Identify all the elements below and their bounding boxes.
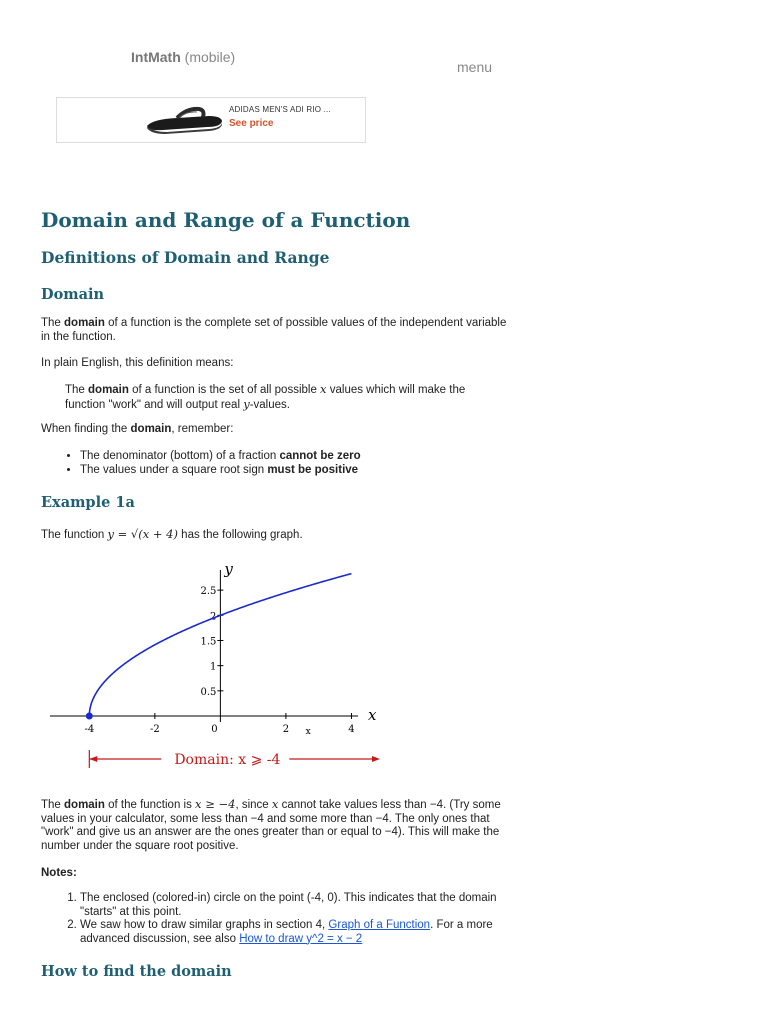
rules-list [64,449,361,477]
y-tick-label: 1.5 [200,636,217,648]
menu-link[interactable]: menu [457,59,493,75]
x-axis-label: x [368,706,377,724]
remember-paragraph [41,423,511,437]
text-run: cannot take values less than −4. (Try some values in your calculator, some less than −4 and some more than −4. The only ones that "work" and give us an answer are the ones greater than or equal to −4). This will make the number under the square root positive. [41,799,501,852]
text-run: We saw how to draw similar graphs in section 4, [80,919,329,931]
text-run: of a function is the complete set of possible values of the independent variable in the function. [41,317,507,343]
bold-term: domain [130,423,172,435]
text-run: of a function is the set of all possible [128,384,321,396]
ad-see-price-link[interactable]: See price [229,118,274,129]
x-tick-label: -2 [149,724,160,735]
text-run: When finding the [41,423,131,435]
bold-term: domain [64,799,105,811]
domain-label: Domain: x ⩾ -4 [174,752,281,768]
plain-english-paragraph: In plain English, this definition means: [41,357,234,369]
text-run: The values under a square root sign [80,464,268,476]
list-item [80,449,361,463]
bold-term: cannot be zero [279,450,361,462]
example-heading: Example 1a [41,494,135,511]
text-run: The function [41,529,108,541]
find-domain-heading: How to find the domain [41,963,232,980]
sandal-image [143,106,225,134]
ad-product-title: ADIDAS MEN'S ADI RIO ... [229,105,331,114]
bold-term: domain [88,384,129,396]
function-graph [40,558,390,778]
section-title: Definitions of Domain and Range [41,248,330,267]
text-run: , since [235,799,272,811]
text-run: The enclosed (colored-in) circle on the point (-4, 0). This indicates that the domain "starts" at this point. [80,892,497,918]
notes-list [62,892,530,946]
math-var-x: x [271,797,279,811]
text-run: -values. [249,398,290,411]
y-tick-label: 2.5 [200,586,217,598]
y-tick-label: 1 [210,661,217,673]
list-item [80,919,530,946]
brand-name: IntMath [131,49,181,65]
text-run: . For a more advanced discussion, see also [80,919,493,945]
start-point-marker [86,713,93,720]
x-tick-label: 2 [282,724,290,735]
brand-suffix: (mobile) [184,49,236,65]
graph-of-function-link[interactable]: Graph of a Function [328,919,431,931]
x-tick-label: -4 [84,724,95,735]
math-var-x: x [320,382,327,396]
notes-label [41,867,511,881]
text-run: values which will make the function "work" and will output real [65,384,466,411]
site-brand[interactable] [131,49,235,65]
text-run: The [41,317,65,329]
bold-term: must be positive [267,464,359,476]
math-var-y: y [243,396,250,411]
list-item [80,463,361,477]
list-item [80,892,530,919]
domain-explanation-paragraph [41,798,511,853]
function-equation: y = √(x + 4) [107,527,178,541]
definition-quote [65,383,505,412]
text-run: The [41,799,65,811]
subsection-domain-heading: Domain [41,286,105,303]
x-axis-extra-label: x [305,727,311,737]
bold-term: domain [64,317,105,329]
x-tick-label: 4 [348,724,355,735]
notes-label-text: Notes: [41,867,77,879]
y-tick-label: 0.5 [200,686,217,698]
y-tick-label: 2 [210,611,217,623]
x-tick-label: 0 [211,724,218,735]
domain-arrow-head-right [372,756,380,762]
text-run: The [65,384,89,396]
y-axis-label: y [224,560,233,578]
text-run: of the function is [104,799,196,811]
ad-banner[interactable] [56,97,366,143]
text-run: , remember: [171,423,234,435]
how-to-draw-link[interactable]: How to draw y^2 = x − 2 [239,932,363,945]
domain-definition-paragraph [41,317,511,344]
text-run: The denominator (bottom) of a fraction [80,450,280,462]
domain-condition: x ≥ −4 [195,797,236,811]
page-title: Domain and Range of a Function [41,208,411,232]
example-intro [41,528,511,543]
text-run: has the following graph. [177,529,303,541]
domain-arrow-head-left [89,756,97,762]
